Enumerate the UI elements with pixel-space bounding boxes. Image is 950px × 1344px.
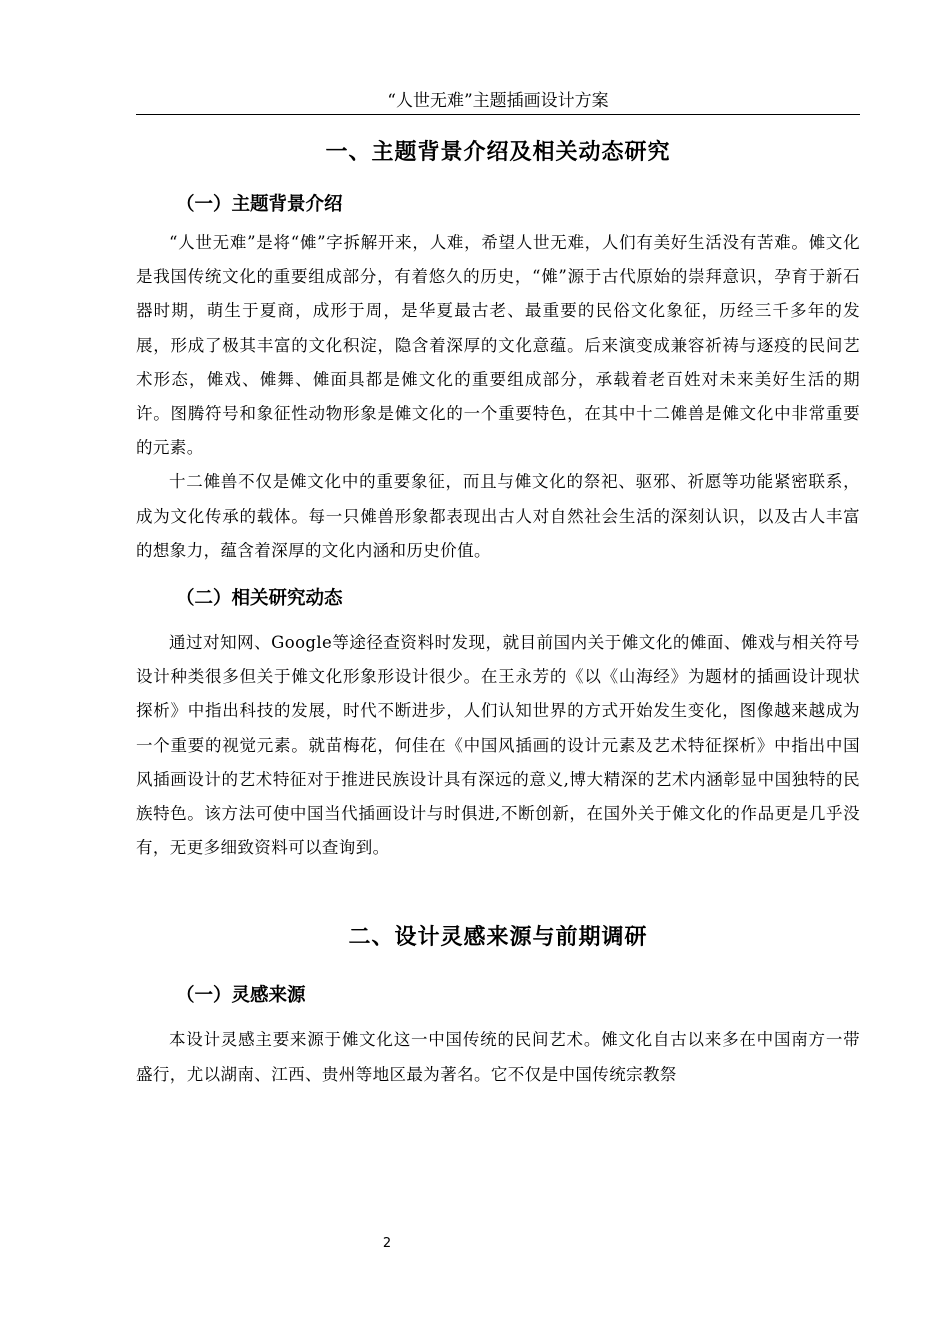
paragraph: 本设计灵感主要来源于傩文化这一中国传统的民间艺术。傩文化自古以来多在中国南方一带盛行，尤以湖南、江西、贵州等地区最为著名。它不仅是中国传统宗教祭 xyxy=(136,1030,860,1084)
running-header: “人世无难”主题插画设计方案 xyxy=(387,91,609,111)
header-divider xyxy=(136,114,860,115)
section-heading-1: 一、主题背景介绍及相关动态研究 xyxy=(325,140,671,165)
page-number: 2 xyxy=(382,1236,392,1251)
subsection-heading-1-1: （一）主题背景介绍 xyxy=(176,194,343,215)
subsection-heading-1-2: （二）相关研究动态 xyxy=(176,588,343,610)
paragraph: 通过对知网、Google等途径查资料时发现，就目前国内关于傩文化的傩面、傩戏与相关符号设计种类很多但关于傩文化形象形设计很少。在王永芳的《以《山海经》为题材的插画设计现状探析》中指出科技的发展，时代不断进步，人们认知世界的方式开始发生变化，图像越来越成为一个重要的视觉元素。就苗梅花，何佳在《中国风插画的设计元素及艺术特征探析》中指出中国风插画设计的艺术特征对于推进民族设计具有深远的意义,博大精深的艺术内涵彰显中国独特的民族特色。该方法可使中国当代插画设计与时俱进,不断创新，在国外关于傩文化的作品更是几乎没有，无更多细致资料可以查询到。 xyxy=(136,633,860,858)
paragraph: 十二傩兽不仅是傩文化中的重要象征，而且与傩文化的祭祀、驱邪、祈愿等功能紧密联系，成为文化传承的载体。每一只傩兽形象都表现出古人对自然社会生活的深刻认识，以及古人丰富的想象力，蕴含着深厚的文化内涵和历史价值。 xyxy=(136,472,860,560)
section-heading-2: 二、设计灵感来源与前期调研 xyxy=(348,925,648,951)
paragraph: “人世无难”是将“傩”字拆解开来，人难，希望人世无难，人们有美好生活没有苦难。傩文化是我国传统文化的重要组成部分，有着悠久的历史，“傩”源于古代原始的崇拜意识，孕育于新石器时期，萌生于夏商，成形于周，是华夏最古老、最重要的民俗文化象征，历经三千多年的发展，形成了极其丰富的文化积淀，隐含着深厚的文化意蕴。后来演变成兼容祈祷与逐疫的民间艺术形态，傩戏、傩舞、傩面具都是傩文化的重要组成部分，承载着老百姓对未来美好生活的期许。图腾符号和象征性动物形象是傩文化的一个重要特色，在其中十二傩兽是傩文化中非常重要的元素。 xyxy=(136,233,860,458)
document-body xyxy=(136,130,860,1092)
subsection-heading-2-1: （一）灵感来源 xyxy=(176,985,306,1007)
